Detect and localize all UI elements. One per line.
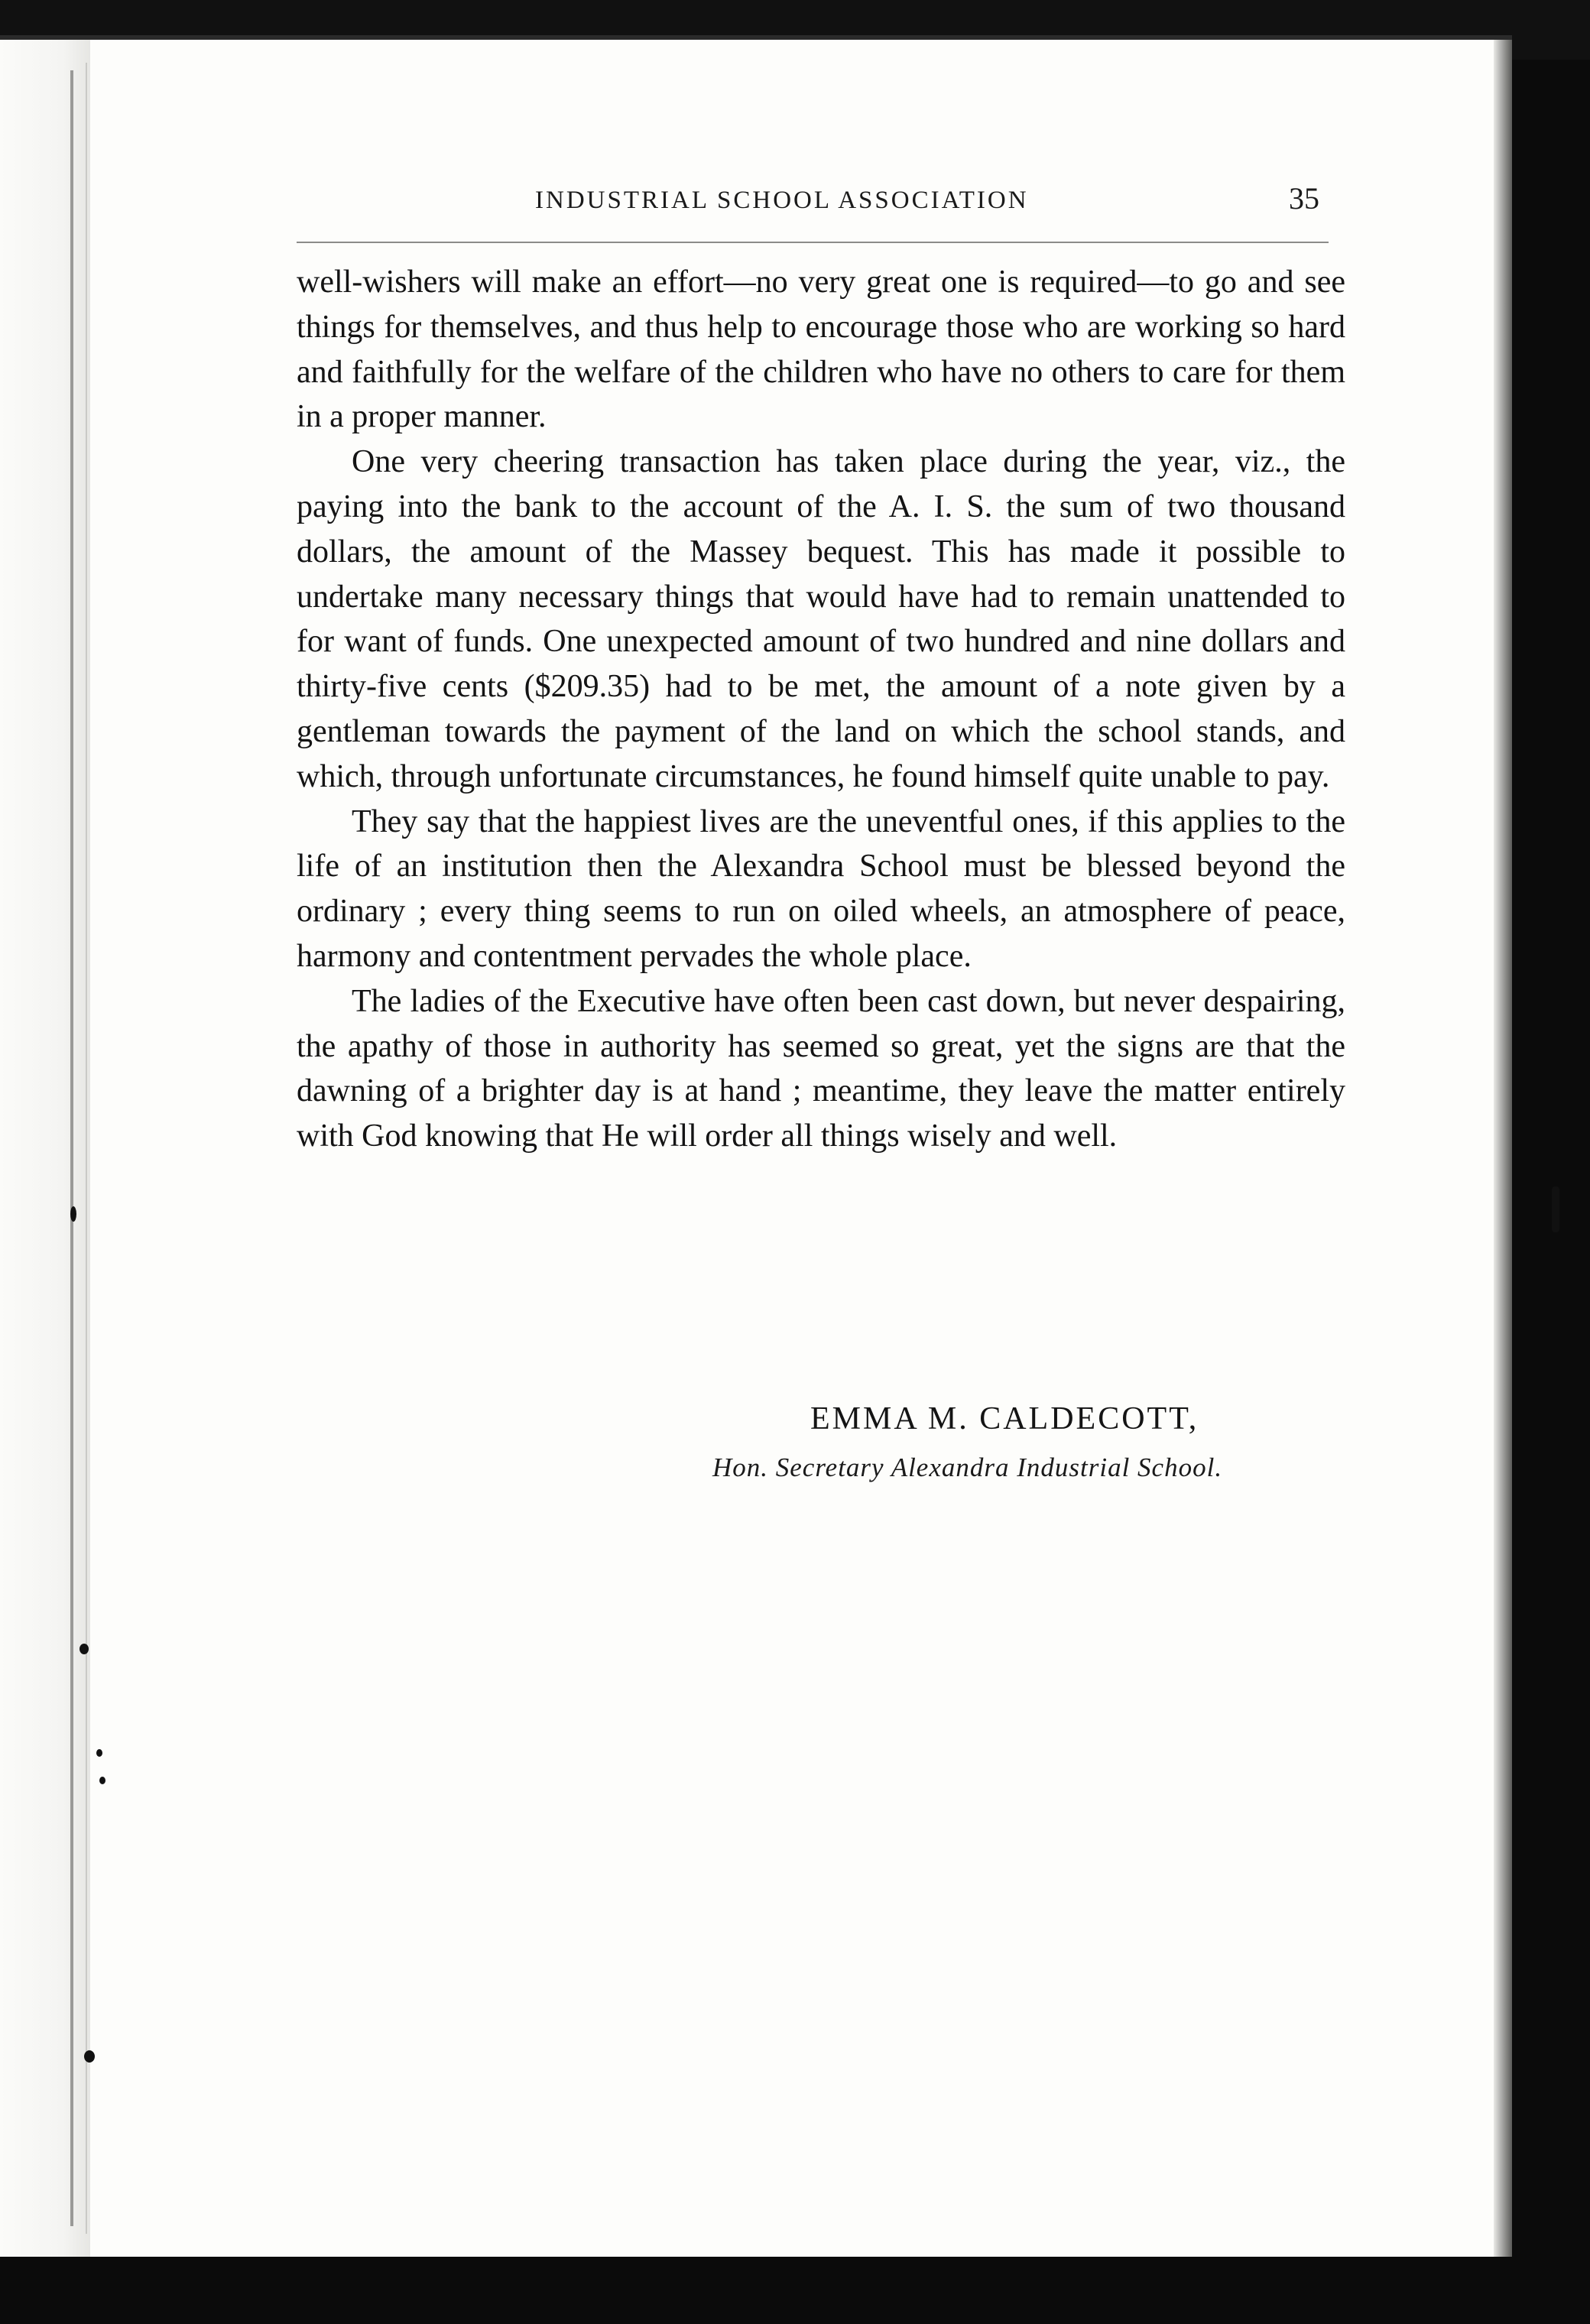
signature-name: EMMA M. CALDECOTT, [810, 1401, 1199, 1436]
scan-speck [1552, 1186, 1559, 1232]
paragraph: One very cheering transaction has taken place during the year, viz., the paying into the bank to the account of the A. I. S. the sum of two thousand dollars, the amount of the Massey bequest. This has made it possible to undertake many necessary things that would have had to remain unattended to for want of funds. One unexpected amount of two hundred and nine dollars and thirty-five cents ($209.35) had to be met, the amount of a note given by a gentleman towards the payment of the land on which the school stands, and which, through unfortunate circumstances, he found himself quite unable to pay. [297, 444, 1345, 794]
page-right-edge [1494, 40, 1512, 2257]
gutter-shadow-line [86, 63, 87, 2234]
paragraph: They say that the happiest lives are the uneventful ones, if this applies to the life of an institution then the Alexandra School must be blessed beyond the ordinary ; every thing seems to run on oiled wheels, an atmosphere of peace, harmony and contentment pervades the whole place. [297, 803, 1345, 974]
running-header: INDUSTRIAL SCHOOL ASSOCIATION [535, 187, 1029, 214]
scan-speck [96, 1749, 102, 1757]
paragraph: The ladies of the Executive have often been cast down, but never despairing, the apathy of those in authority has seemed so great, yet the signs are that the dawning of a brighter day is at hand ; meantime, they leave the matter entirely with God knowing that He will order all things wisely and well. [297, 983, 1345, 1154]
page-number: 35 [1289, 181, 1319, 216]
scan-speck [84, 2050, 95, 2063]
scan-speck [99, 1777, 105, 1784]
page-gutter [0, 40, 90, 2257]
gutter-binding-line [70, 70, 73, 2226]
signature-title: Hon. Secretary Alexandra Industrial School. [712, 1452, 1223, 1482]
header-rule [297, 242, 1329, 243]
scan-speck [80, 1644, 89, 1654]
body-text [297, 260, 1345, 1159]
paragraph: well-wishers will make an effort—no very great one is required—to go and see things for themselves, and thus help to encourage those who are working so hard and faithfully for the welfare of the children who have no others to care for them in a proper manner. [297, 265, 1345, 435]
scan-speck [70, 1206, 76, 1222]
